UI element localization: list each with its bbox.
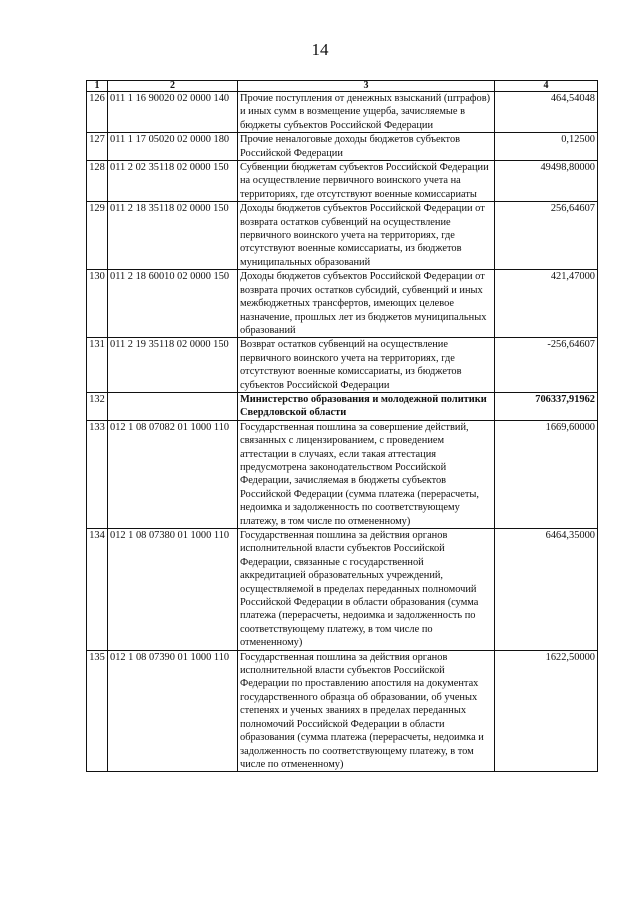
row-code: 011 2 02 35118 02 0000 150 — [108, 161, 238, 202]
row-name: Прочие неналоговые доходы бюджетов субъектов Российской Федерации — [238, 133, 495, 161]
row-name: Министерство образования и молодежной политики Свердловской области — [238, 392, 495, 420]
row-amount: -256,64607 — [495, 338, 598, 393]
row-name: Доходы бюджетов субъектов Российской Федерации от возврата остатков субвенций на осуществление первичного воинского учета на территориях, где отсутствуют военные комиссариаты, из бюджетов муниципальных образований — [238, 202, 495, 270]
table-row — [87, 161, 598, 202]
row-amount: 6464,35000 — [495, 529, 598, 651]
row-amount: 256,64607 — [495, 202, 598, 270]
table-row — [87, 420, 598, 528]
table-row — [87, 392, 598, 420]
row-number: 132 — [87, 392, 108, 420]
row-amount: 1669,60000 — [495, 420, 598, 528]
header-col-1: 1 — [87, 81, 108, 92]
table-row — [87, 338, 598, 393]
income-table — [86, 80, 598, 772]
row-amount: 421,47000 — [495, 270, 598, 338]
row-name: Прочие поступления от денежных взысканий (штрафов) и иных сумм в возмещение ущерба, зачисляемые в бюджеты субъектов Российской Федерации — [238, 92, 495, 133]
header-col-2: 2 — [108, 81, 238, 92]
row-code: 011 2 18 35118 02 0000 150 — [108, 202, 238, 270]
row-code: 011 1 16 90020 02 0000 140 — [108, 92, 238, 133]
row-number: 127 — [87, 133, 108, 161]
table-row — [87, 270, 598, 338]
table-row — [87, 650, 598, 772]
row-number: 131 — [87, 338, 108, 393]
row-number: 130 — [87, 270, 108, 338]
row-name: Государственная пошлина за действия органов исполнительной власти субъектов Российской Федерации по проставлению апостиля на документах государственного образца об образовании, об ученых степенях и ученых званиях в пределах переданных полномочий Российской Федерации в области образования (сумма платежа (перерасчеты, недоимка и задолженность по соответствующему платежу, в том числе по отмененному) — [238, 650, 495, 772]
header-col-3: 3 — [238, 81, 495, 92]
row-name: Возврат остатков субвенций на осуществление первичного воинского учета на территориях, где отсутствуют военные комиссариаты, из бюджетов субъектов Российской Федерации — [238, 338, 495, 393]
table-row — [87, 92, 598, 133]
row-name: Государственная пошлина за действия органов исполнительной власти субъектов Российской Федерации, связанные с государственной аккредитацией образовательных учреждений, осуществляемой в пределах переданных полномочий Российской Федерации в области образования (сумма платежа (перерасчеты, недоимка и задолженность по соответствующему платежу, в том числе по отмененному) — [238, 529, 495, 651]
row-name: Государственная пошлина за совершение действий, связанных с лицензированием, с проведением аттестации в случаях, если такая аттестация предусмотрена законодательством Российской Федерации, зачисляемая в бюджеты субъектов Российской Федерации (сумма платежа (перерасчеты, недоимка и задолженность по соответствующему платежу, в том числе по отмененному) — [238, 420, 495, 528]
row-number: 128 — [87, 161, 108, 202]
header-col-4: 4 — [495, 81, 598, 92]
row-amount: 49498,80000 — [495, 161, 598, 202]
row-name: Субвенции бюджетам субъектов Российской Федерации на осуществление первичного воинского учета на территориях, где отсутствуют военные комиссариаты — [238, 161, 495, 202]
row-amount: 1622,50000 — [495, 650, 598, 772]
row-code: 012 1 08 07082 01 1000 110 — [108, 420, 238, 528]
row-amount: 0,12500 — [495, 133, 598, 161]
row-code: 011 1 17 05020 02 0000 180 — [108, 133, 238, 161]
row-number: 133 — [87, 420, 108, 528]
row-name: Доходы бюджетов субъектов Российской Федерации от возврата прочих остатков субсидий, субвенций и иных межбюджетных трансфертов, имеющих целевое назначение, прошлых лет из бюджетов муниципальных образований — [238, 270, 495, 338]
page-number: 14 — [311, 40, 329, 59]
row-code: 012 1 08 07390 01 1000 110 — [108, 650, 238, 772]
row-amount: 706337,91962 — [495, 392, 598, 420]
row-code: 012 1 08 07380 01 1000 110 — [108, 529, 238, 651]
table-header-row — [87, 81, 598, 92]
table-row — [87, 202, 598, 270]
row-number: 129 — [87, 202, 108, 270]
row-code: 011 2 18 60010 02 0000 150 — [108, 270, 238, 338]
row-amount: 464,54048 — [495, 92, 598, 133]
row-number: 126 — [87, 92, 108, 133]
table-row — [87, 529, 598, 651]
row-number: 134 — [87, 529, 108, 651]
table-row — [87, 133, 598, 161]
row-code: 011 2 19 35118 02 0000 150 — [108, 338, 238, 393]
row-number: 135 — [87, 650, 108, 772]
row-code — [108, 392, 238, 420]
